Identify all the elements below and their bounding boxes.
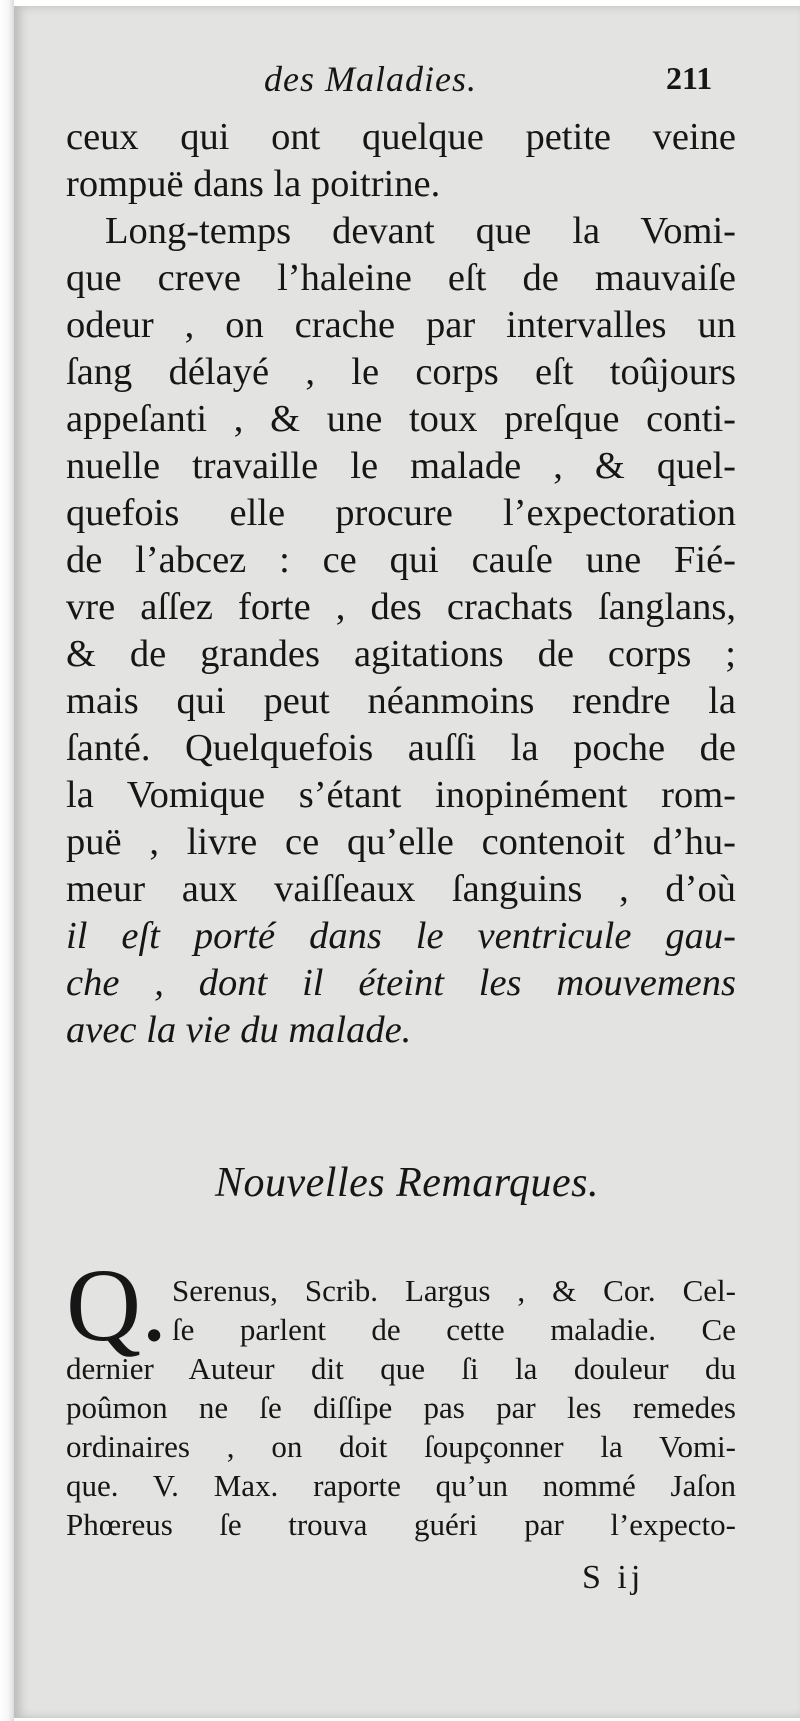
remark-line: dernier Auteur dit que ſi la douleur du bbox=[66, 1351, 736, 1386]
body-line: vre aſſez forte , des crachats ſanglans, bbox=[66, 586, 736, 628]
body-line: meur aux vaiſſeaux ſanguins , d’où bbox=[66, 868, 736, 910]
body-line: & de grandes agitations de corps ; bbox=[66, 633, 736, 675]
page-edge bbox=[0, 0, 14, 1721]
body-line: quefois elle procure l’expectoration bbox=[66, 492, 736, 534]
body-line: ſang délayé , le corps eſt toûjours bbox=[66, 351, 736, 393]
body-line: avec la vie du malade. bbox=[66, 1009, 412, 1051]
body-line: puë , livre ce qu’elle contenoit d’hu- bbox=[66, 821, 736, 863]
remark-line: que. V. Max. raporte qu’un nommé Jaſon bbox=[66, 1468, 736, 1503]
remark-line: poûmon ne ſe diſſipe pas par les remedes bbox=[66, 1390, 736, 1425]
page-number: 211 bbox=[666, 60, 713, 96]
running-head: des Maladies. bbox=[264, 59, 477, 99]
remark-line: ſe parlent de cette maladie. Ce bbox=[172, 1312, 736, 1347]
book-page bbox=[14, 6, 800, 1718]
body-line: ſanté. Quelquefois auſſi la poche de bbox=[66, 727, 736, 769]
remark-line: ordinaires , on doit ſoupçonner la Vomi- bbox=[66, 1429, 736, 1464]
body-line: que creve l’haleine eſt de mauvaiſe bbox=[66, 257, 736, 299]
section-heading: Nouvelles Remarques. bbox=[214, 1160, 600, 1206]
body-line: nuelle travaille le malade , & quel- bbox=[66, 445, 736, 487]
body-line: mais qui peut néanmoins rendre la bbox=[66, 680, 736, 722]
body-line: la Vomique s’étant inopinément rom- bbox=[66, 774, 736, 816]
body-line: de l’abcez : ce qui cauſe une Fié- bbox=[66, 539, 736, 581]
body-line: che , dont il éteint les mouvemens bbox=[66, 962, 736, 1004]
body-line: il eſt porté dans le ventricule gau- bbox=[66, 915, 736, 957]
body-line: ceux qui ont quelque petite veine bbox=[66, 116, 736, 158]
body-line: rompuë dans la poitrine. bbox=[66, 163, 441, 205]
drop-cap: Q. bbox=[66, 1248, 168, 1363]
remark-line: Phœreus ſe trouva guéri par l’expecto- bbox=[66, 1507, 736, 1542]
signature-mark: S ij bbox=[582, 1559, 645, 1596]
remark-line: Serenus, Scrib. Largus , & Cor. Cel- bbox=[172, 1273, 736, 1308]
body-line: odeur , on crache par intervalles un bbox=[66, 304, 736, 346]
body-line: Long-temps devant que la Vomi- bbox=[105, 210, 736, 252]
body-line: appeſanti , & une toux preſque conti- bbox=[66, 398, 736, 440]
